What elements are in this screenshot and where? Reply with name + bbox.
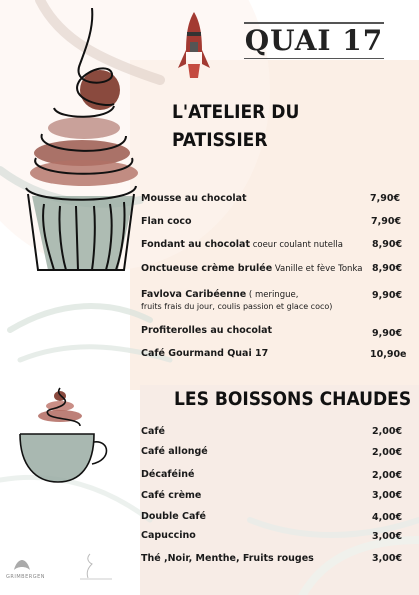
menu-item	[141, 193, 247, 205]
menu-item-price: 9,90€	[372, 328, 403, 339]
menu-item	[141, 289, 332, 313]
menu-item	[141, 325, 272, 337]
menu-item-price: 2,00€	[372, 470, 403, 481]
menu-item-price: 4,00€	[372, 512, 403, 523]
menu-item-name: Café	[141, 426, 165, 437]
menu-item-price: 9,90€	[372, 290, 403, 301]
menu-item-desc: ( meringue,	[246, 290, 299, 300]
menu-item	[141, 263, 362, 275]
menu-item-price: 8,90€	[372, 239, 403, 250]
menu-item-name: Capuccino	[141, 530, 196, 541]
menu-item-price: 2,00€	[372, 426, 403, 437]
section-title-line1: L'ATELIER DU	[172, 101, 300, 123]
menu-item	[141, 511, 206, 523]
menu-item-price: 3,00€	[372, 553, 403, 564]
brand-title: QUAI 17	[244, 23, 384, 57]
partner-logo-icon	[76, 552, 116, 582]
menu-item	[141, 239, 343, 251]
cupcake-illustration	[14, 8, 144, 280]
menu-item	[141, 553, 314, 565]
menu-item	[141, 446, 208, 458]
menu-item-name: Café allongé	[141, 446, 208, 457]
brand-divider-bottom	[244, 58, 384, 60]
menu-item-desc: coeur coulant nutella	[250, 240, 343, 250]
menu-item-price: 7,90€	[370, 193, 401, 204]
menu-item-name: Double Café	[141, 511, 206, 522]
grimbergen-logo-text: GRIMBERGEN	[6, 574, 45, 580]
menu-item	[141, 469, 194, 481]
grimbergen-logo-icon	[12, 558, 32, 572]
section-title-patissier	[172, 98, 312, 154]
menu-item-price: 3,00€	[372, 490, 403, 501]
section-title-boissons: LES BOISSONS CHAUDES	[174, 388, 412, 410]
menu-item-name: Thé ,Noir, Menthe, Fruits rouges	[141, 553, 314, 564]
menu-item	[141, 216, 192, 228]
menu-item-price: 2,00€	[372, 447, 403, 458]
menu-item-price: 7,90€	[371, 216, 402, 227]
menu-item-name: Café crème	[141, 490, 202, 501]
coffee-cup-illustration	[14, 386, 114, 486]
menu-item-desc-line2: fruits frais du jour, coulis passion et glace coco)	[141, 302, 333, 311]
menu-item	[141, 426, 165, 438]
menu-item-price: 3,00€	[372, 531, 403, 542]
menu-item	[141, 348, 268, 360]
menu-item-name: Flan coco	[141, 216, 192, 227]
menu-item-name: Fondant au chocolat	[141, 239, 250, 250]
menu-item-price: 8,90€	[372, 263, 403, 274]
section-title-line2: PATISSIER	[172, 129, 268, 151]
brand-block	[244, 22, 384, 59]
menu-item-name: Favlova Caribéenne	[141, 289, 247, 300]
menu-item-name: Décaféiné	[141, 469, 195, 480]
menu-item-price: 10,90e	[370, 349, 407, 360]
menu-item	[141, 530, 196, 542]
menu-item-name: Mousse au chocolat	[141, 193, 247, 204]
rocket-logo-icon	[176, 12, 212, 80]
menu-item	[141, 490, 201, 502]
menu-item-name: Café Gourmand Quai 17	[141, 348, 269, 359]
menu-item-desc: Vanille et fève Tonka	[272, 264, 363, 274]
menu-item-name: Profiterolles au chocolat	[141, 325, 273, 336]
menu-item-name: Onctueuse crème brulée	[141, 263, 273, 274]
